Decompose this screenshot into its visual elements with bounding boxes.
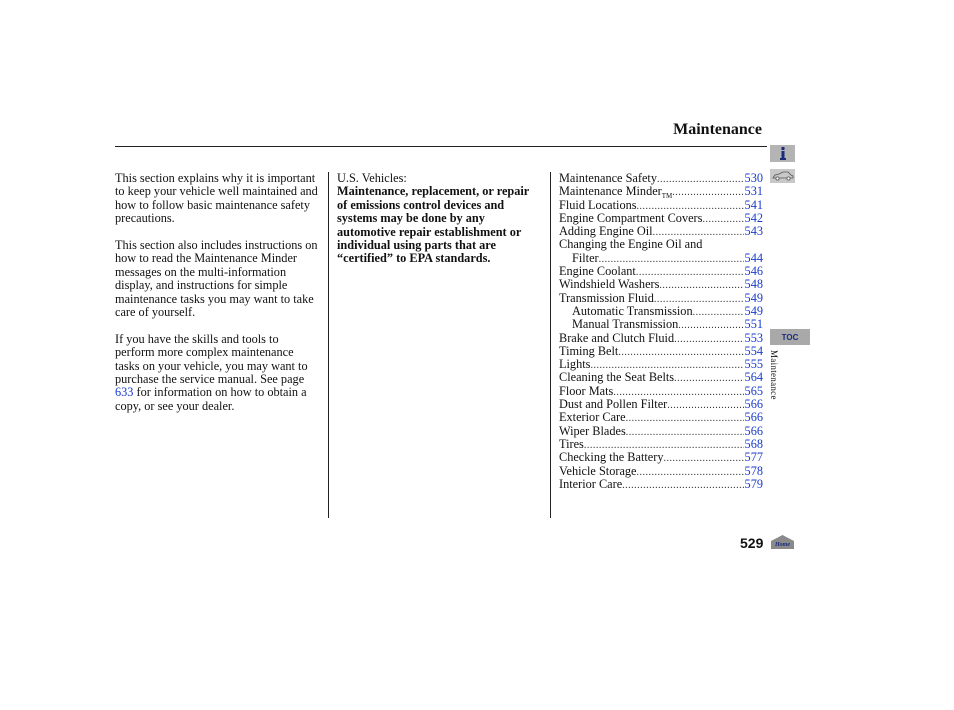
dot-leader [659,279,743,292]
section-side-label: Maintenance [769,350,779,400]
toc-entry[interactable] [559,371,763,384]
toc-entry[interactable] [559,252,763,265]
toc-entry[interactable] [559,451,763,464]
toc-entry-label: Transmission Fluid [559,290,654,305]
intro-paragraph-3 [115,333,320,413]
toc-page-link[interactable]: 577 [744,450,763,465]
toc-entry-label: Maintenance Minder [559,184,662,199]
toc-page-link[interactable]: 546 [744,264,763,279]
toc-page-link[interactable]: 543 [744,224,763,239]
toc-entry[interactable] [559,345,763,358]
toc-entry-label: Interior Care [559,476,623,491]
toc-page-link[interactable]: 566 [744,410,763,425]
toc-entry[interactable] [559,358,763,371]
toc-page-link[interactable]: 553 [744,330,763,345]
toc-entry[interactable] [559,265,763,278]
toc-entry[interactable] [559,212,763,225]
toc-button[interactable]: TOC [770,329,810,345]
toc-entry[interactable] [559,278,763,291]
toc-page-link[interactable]: 548 [744,277,763,292]
intro-paragraph-1: This section explains why it is important to keep your vehicle well maintained and how to follow basic maintenance safety precautions. [115,171,318,226]
intro-paragraph-3-text: If you have the skills and tools to perform more complex maintenance tasks on your vehicle, you may want to purchase the service manual. See page [115,331,308,387]
dot-leader [693,306,744,319]
toc-entry[interactable] [559,465,763,478]
toc-page-link[interactable]: 579 [744,476,763,491]
toc-entry-label: Cleaning the Seat Belts [559,370,675,385]
toc-entry-label: Filter [572,250,599,265]
dot-leader [702,213,743,226]
dot-leader [674,372,743,385]
toc-page-link[interactable]: 554 [744,343,763,358]
toc-entry[interactable] [559,385,763,398]
toc-entry[interactable] [559,398,763,411]
toc-entry-label: Maintenance Safety [559,171,657,185]
toc-entry-label: Engine Compartment Covers [559,210,703,225]
toc-entry [559,238,763,251]
toc-page-link[interactable]: 551 [744,317,763,332]
home-button[interactable] [770,534,795,550]
title-rule [115,146,767,147]
toc-entry-label: Fluid Locations [559,197,637,212]
toc-entry[interactable] [559,411,763,424]
page-title: Maintenance [673,121,762,138]
dot-leader [622,479,743,492]
home-label: Home [775,542,790,548]
info-icon [778,147,788,160]
toc-entry[interactable] [559,225,763,238]
toc-entry[interactable] [559,172,763,185]
toc-entry-label: Lights [559,357,591,372]
intro-column [115,172,320,427]
toc-entry-label: Vehicle Storage [559,463,637,478]
page-number: 529 [740,535,764,551]
toc-page-link[interactable]: 565 [744,383,763,398]
toc-page-link[interactable]: 541 [744,197,763,212]
toc-entry[interactable] [559,199,763,212]
column-divider-1 [328,172,329,518]
dot-leader [678,319,743,332]
intro-paragraph-2: This section also includes instructions on how to read the Maintenance Minder messages on the multi-information display, and instructions for simple maintenance tasks you may want to take care of yourself. [115,238,318,320]
toc-page-link[interactable]: 564 [744,370,763,385]
toc-entry-label: Dust and Pollen Filter [559,397,668,412]
toc-entry-label: Floor Mats [559,383,614,398]
toc-page-link[interactable]: 530 [744,171,763,185]
emissions-notice: Maintenance, replacement, or repair of emissions control devices and systems may be done by any automotive repair establishment or individual using parts that are “certified” to EPA standards. [337,184,530,266]
info-button[interactable] [770,145,795,162]
toc-entry-label: Checking the Battery [559,450,664,465]
us-vehicles-label: U.S. Vehicles: [337,171,407,185]
car-icon [772,171,794,181]
toc-page-link[interactable]: 566 [744,423,763,438]
toc-page-link[interactable]: 544 [744,250,763,265]
toc-entry-label: Engine Coolant [559,264,636,279]
toc-list [559,172,763,491]
toc-entry-label: Wiper Blades [559,423,626,438]
toc-entry[interactable] [559,438,763,451]
page-link-633[interactable]: 633 [115,385,134,400]
emissions-column [337,172,542,266]
toc-page-link[interactable]: 555 [744,357,763,372]
toc-entry[interactable] [559,478,763,491]
toc-entry-label: Manual Transmission [572,317,679,332]
dot-leader [664,452,744,465]
dot-leader [667,399,743,412]
car-button[interactable] [770,169,795,183]
toc-entry-label: Exterior Care [559,410,626,425]
toc-entry[interactable] [559,305,763,318]
dot-leader [674,333,743,346]
dot-leader [626,426,744,439]
home-icon [770,534,795,550]
toc-entry-label: Tires [559,436,584,451]
column-divider-2 [550,172,551,518]
toc-entry[interactable] [559,425,763,438]
toc-entry[interactable]: Maintenance Minder ™ ..... 531 [559,185,763,198]
dot-leader [637,466,744,479]
toc-entry-label: Windshield Washers [559,277,660,292]
toc-entry[interactable] [559,332,763,345]
toc-entry-label: Adding Engine Oil [559,224,653,239]
toc-entry-label: Changing the Engine Oil and [559,237,703,252]
dot-leader [657,173,744,186]
toc-entry[interactable] [559,318,763,331]
toc-page-link[interactable]: 566 [744,397,763,412]
toc-page-link[interactable]: 568 [744,436,763,451]
dot-leader [672,186,743,199]
dot-leader [618,346,743,359]
toc-page-link[interactable]: 549 [744,303,763,318]
toc-entry-label: Automatic Transmission [572,303,693,318]
toc-entry[interactable] [559,292,763,305]
toc-page-link[interactable]: 578 [744,463,763,478]
dot-leader [626,412,744,425]
toc-page-link[interactable]: 531 [744,184,763,199]
intro-paragraph-3-tail: for information on how to obtain a copy, or see your dealer. [115,385,307,413]
toc-page-link[interactable]: 542 [744,210,763,225]
toc-entry-label: Timing Belt [559,343,619,358]
toc-page-link[interactable]: 549 [744,290,763,305]
toc-entry-label: Brake and Clutch Fluid [559,330,675,345]
